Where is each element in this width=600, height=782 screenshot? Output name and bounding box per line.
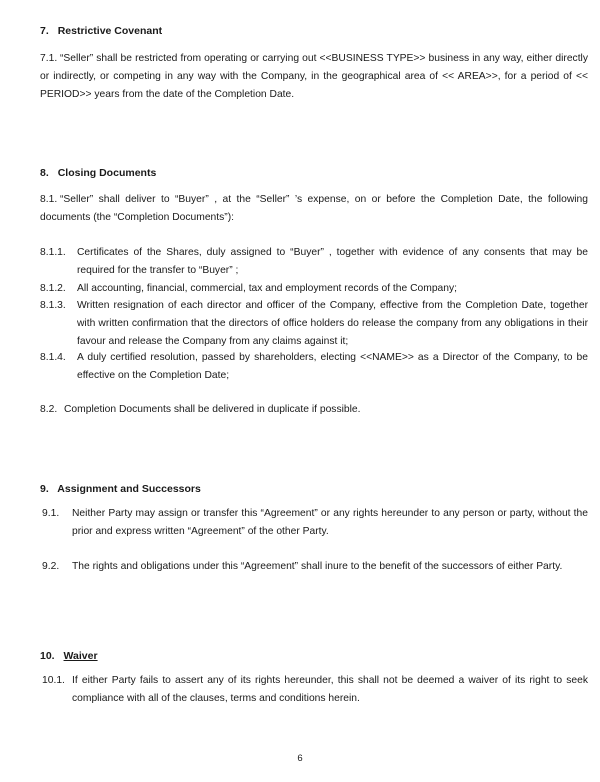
clause-text: A duly certified resolution, passed by shareholders, electing <<NAME>> as a Director of the Company, to be effective on the Completion Date; [77,352,588,381]
section-8-heading [40,164,156,182]
section-title: Restrictive Covenant [57,25,163,37]
clause-number: 8.1.2. [40,283,66,294]
section-title: Waiver [63,650,98,662]
clause-text: Completion Documents shall be delivered in duplicate if possible. [64,404,361,415]
clause-number: 8.1. [40,194,58,205]
clause-text: “Seller” shall deliver to “Buyer” , at the “Seller” ’s expense, on or before the Completion Date, the following documents (the “Completion Documents”): [40,194,588,223]
clause-number: 7.1. [40,53,58,64]
clause-text: The rights and obligations under this “Agreement” shall inure to the benefit of the successors of either Party. [72,561,563,572]
page-number: 6 [297,753,303,764]
clause-8-1-2 [40,280,588,298]
section-number: 9. [40,483,49,495]
section-9-heading [40,480,201,498]
clause-text: All accounting, financial, commercial, tax and employment records of the Company; [77,283,458,294]
clause-number: 10.1. [42,675,65,686]
section-10-heading [40,647,98,665]
clause-number: 9.1. [42,508,60,519]
clause-text: Neither Party may assign or transfer this “Agreement” or any rights hereunder to any person or party, without the prior and express written “Agreement” of the other Party. [72,508,588,537]
section-title: Assignment and Successors [57,483,201,495]
clause-7-1 [40,50,588,104]
clause-number: 9.2. [42,561,60,572]
clause-number: 8.1.1. [40,247,66,258]
section-number: 8. [40,167,49,179]
clause-number: 8.1.4. [40,352,66,363]
clause-8-1-3 [40,297,588,351]
section-number: 10. [40,650,55,662]
clause-8-2 [40,401,588,419]
section-7-heading [40,22,162,40]
clause-8-1-4 [40,349,588,385]
clause-number: 8.2. [40,404,58,415]
clause-9-1 [42,505,588,541]
section-number: 7. [40,25,49,37]
clause-8-1 [40,191,588,227]
clause-10-1 [42,672,588,708]
clause-text: Certificates of the Shares, duly assigned to “Buyer” , together with evidence of any consents that may be required for the transfer to “Buyer” ; [77,247,588,276]
section-title: Closing Documents [57,167,157,179]
clause-number: 8.1.3. [40,300,66,311]
clause-text: Written resignation of each director and officer of the Company, effective from the Completion Date, together with written confirmation that the directors of office holders do release the company from any obligations in their favour and release the Company from any claims against it; [77,300,588,347]
clause-text: “Seller” shall be restricted from operating or carrying out <<BUSINESS TYPE>> business in any way, either directly or indirectly, or competing in any way with the Company, in the geographical area of << AREA>>, for a period of << PERIOD>> years from the date of the Completion Date. [40,53,588,100]
clause-8-1-1 [40,244,588,280]
clause-text: If either Party fails to assert any of its rights hereunder, this shall not be deemed a waiver of its right to seek compliance with all of the clauses, terms and conditions herein. [72,675,588,704]
clause-9-2 [42,558,588,576]
